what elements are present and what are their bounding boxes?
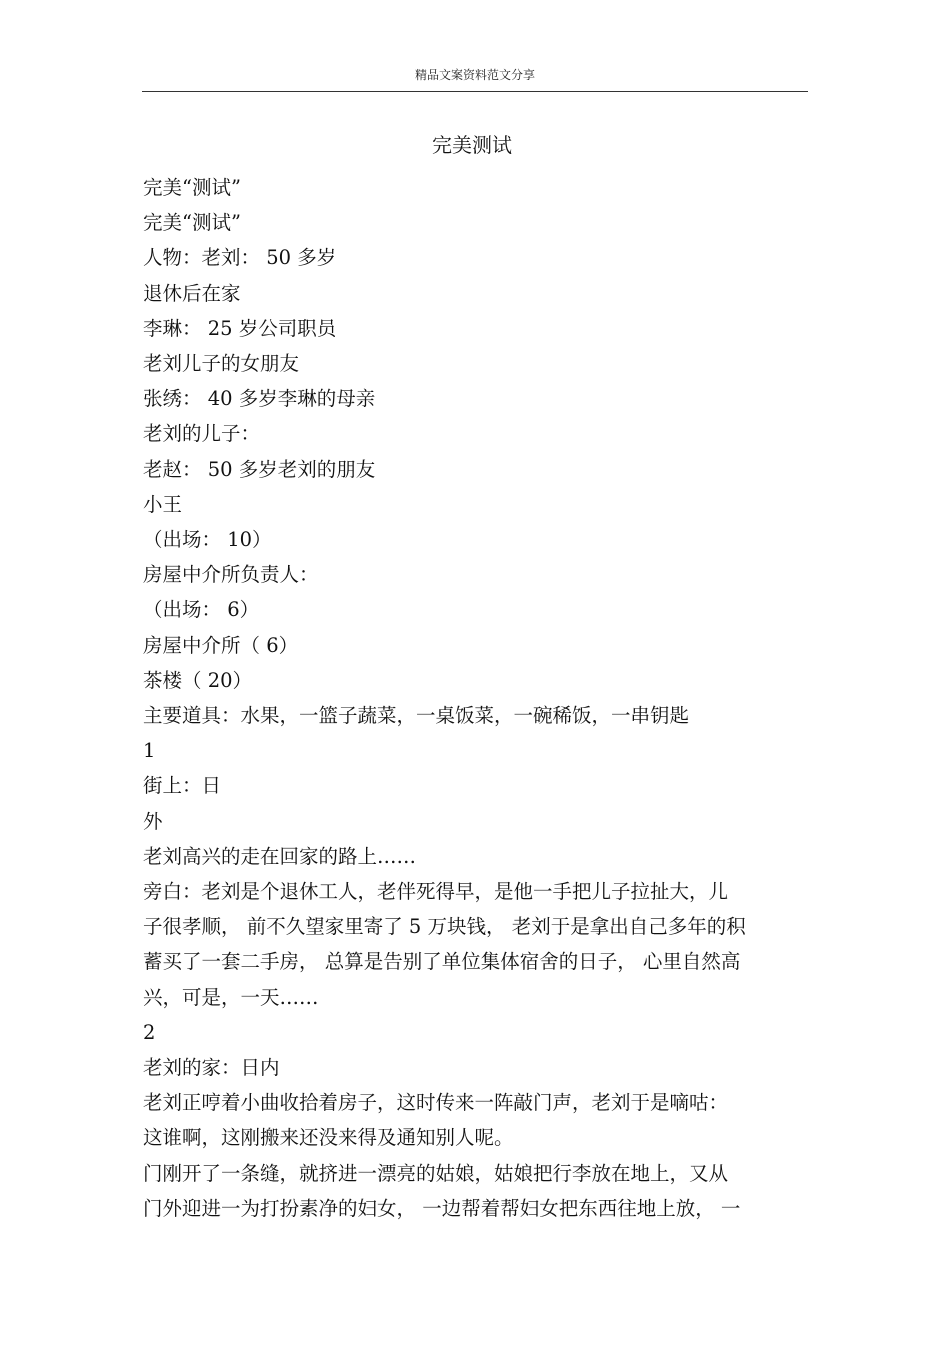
text-line: 张绣： 40 多岁李琳的母亲 [143, 387, 376, 411]
text-line: 老刘儿子的女朋友 [143, 352, 300, 376]
text-line: 门外迎进一为打扮素净的妇女， 一边帮着帮妇女把东西往地上放， 一 [143, 1196, 741, 1220]
scene-number: 2 [143, 1020, 156, 1044]
text-line: （出场： 6） [143, 598, 260, 622]
text-line: 退休后在家 [143, 281, 241, 305]
text-line: 子很孝顺， 前不久望家里寄了 5 万块钱， 老刘于是拿出自己多年的积 [143, 915, 746, 939]
text-line: 房屋中介所负责人： [143, 563, 319, 587]
text-line: 完美“测试” [143, 176, 241, 199]
text-line: 主要道具：水果，一篮子蔬菜，一桌饭菜，一碗稀饭，一串钥匙 [143, 704, 690, 728]
document-body [143, 170, 808, 1226]
text-line: （出场： 10） [143, 528, 272, 552]
header-divider [142, 91, 808, 92]
text-line: 老刘的家：日内 [143, 1056, 280, 1080]
text-line: 老刘的儿子： [143, 422, 261, 446]
page-header: 精品文案资料范文分享 [414, 68, 535, 82]
text-line: 小王 [143, 492, 183, 516]
scene-number: 1 [143, 739, 156, 763]
text-line: 外 [143, 809, 163, 833]
text-line: 门刚开了一条缝，就挤进一漂亮的姑娘，姑娘把行李放在地上，又从 [143, 1161, 729, 1185]
text-line: 完美“测试” [143, 211, 241, 235]
text-line: 房屋中介所（ 6） [143, 633, 299, 657]
text-line: 李琳： 25 岁公司职员 [143, 316, 337, 340]
document-title: 完美测试 [432, 133, 512, 157]
text-line: 旁白：老刘是个退休工人，老伴死得早，是他一手把儿子拉扯大，儿 [143, 880, 729, 904]
text-line: 街上：日 [143, 774, 222, 798]
text-line: 老刘正哼着小曲收拾着房子，这时传来一阵敲门声，老刘于是嘀咕： [143, 1091, 729, 1115]
text-line: 兴，可是，一天…… [143, 985, 319, 1009]
text-line: 老刘高兴的走在回家的路上…… [143, 844, 417, 868]
text-line: 茶楼（ 20） [143, 668, 253, 692]
text-line: 人物：老刘： 50 多岁 [143, 246, 337, 270]
text-line: 老赵： 50 多岁老刘的朋友 [143, 457, 376, 481]
text-line: 蓄买了一套二手房， 总算是告别了单位集体宿舍的日子， 心里自然高 [143, 950, 741, 974]
text-line: 这谁啊，这刚搬来还没来得及通知别人呢。 [143, 1126, 514, 1150]
